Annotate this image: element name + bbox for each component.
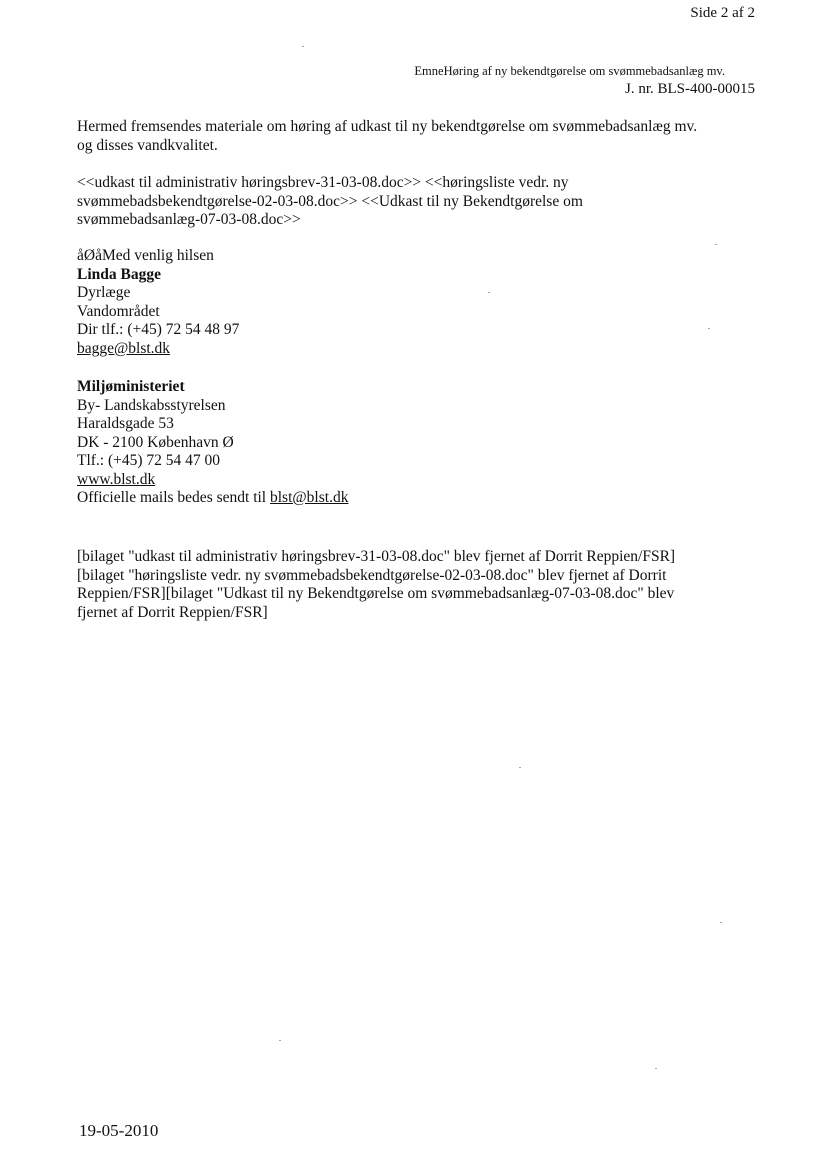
scan-speck	[302, 46, 304, 47]
scan-speck	[655, 1068, 657, 1069]
ministry-name: Miljøministeriet	[77, 378, 185, 395]
sender-title: Dyrlæge	[77, 284, 131, 301]
scan-speck	[488, 292, 490, 293]
scan-speck	[715, 244, 717, 245]
subject-line: EmneHøring af ny bekendtgørelse om svømmebadsanlæg mv.	[414, 64, 725, 78]
intro-line: og disses vandkvalitet.	[77, 136, 218, 154]
page-number: Side 2 af 2	[690, 5, 755, 21]
official-mail-link[interactable]: blst@blst.dk	[270, 489, 349, 506]
notice-line: [bilaget "udkast til administrativ høringsbrev-31-03-08.doc" blev fjernet af Dorrit Reppien/FSR]	[77, 548, 676, 565]
official-mail-prefix: Officielle mails bedes sendt til	[77, 489, 270, 506]
scan-speck	[519, 767, 521, 768]
sender-phone: Dir tlf.: (+45) 72 54 48 97	[77, 321, 240, 338]
attachment-line: svømmebadsanlæg-07-03-08.doc>>	[77, 211, 301, 228]
removed-attachments-notice	[77, 548, 767, 622]
intro-paragraph	[77, 118, 767, 155]
greeting: åØåMed venlig hilsen	[77, 247, 214, 264]
notice-line: fjernet af Dorrit Reppien/FSR]	[77, 603, 268, 621]
website-link[interactable]: www.blst.dk	[77, 470, 156, 488]
organization-block	[77, 378, 767, 508]
street-address: Haraldsgade 53	[77, 415, 174, 432]
scan-speck	[720, 922, 722, 923]
scan-speck	[279, 1040, 281, 1041]
attachments-list	[77, 174, 767, 230]
sender-department: Vandområdet	[77, 302, 160, 320]
official-mail-note	[77, 489, 767, 508]
sender-name: Linda Bagge	[77, 265, 161, 283]
sender-email-link[interactable]: bagge@blst.dk	[77, 339, 171, 357]
notice-line: Reppien/FSR][bilaget "Udkast til ny Bekendtgørelse om svømmebadsanlæg-07-03-08.doc" blev	[77, 585, 675, 602]
city-address: DK - 2100 København Ø	[77, 433, 234, 451]
scan-speck	[708, 328, 710, 329]
org-phone: Tlf.: (+45) 72 54 47 00	[77, 452, 221, 469]
attachment-line: <<udkast til administrativ høringsbrev-31-03-08.doc>> <<høringsliste vedr. ny	[77, 174, 569, 191]
footer-date: 19-05-2010	[79, 1121, 159, 1140]
agency-name: By- Landskabsstyrelsen	[77, 396, 226, 414]
signature-block	[77, 247, 767, 358]
notice-line: [bilaget "høringsliste vedr. ny svømmebadsbekendtgørelse-02-03-08.doc" blev fjernet af Dorrit	[77, 566, 667, 584]
intro-line: Hermed fremsendes materiale om høring af udkast til ny bekendtgørelse om svømmebadsanlæg mv.	[77, 118, 698, 135]
attachment-line: svømmebadsbekendtgørelse-02-03-08.doc>> <<Udkast til ny Bekendtgørelse om	[77, 192, 583, 210]
journal-number: J. nr. BLS-400-00015	[624, 81, 755, 97]
